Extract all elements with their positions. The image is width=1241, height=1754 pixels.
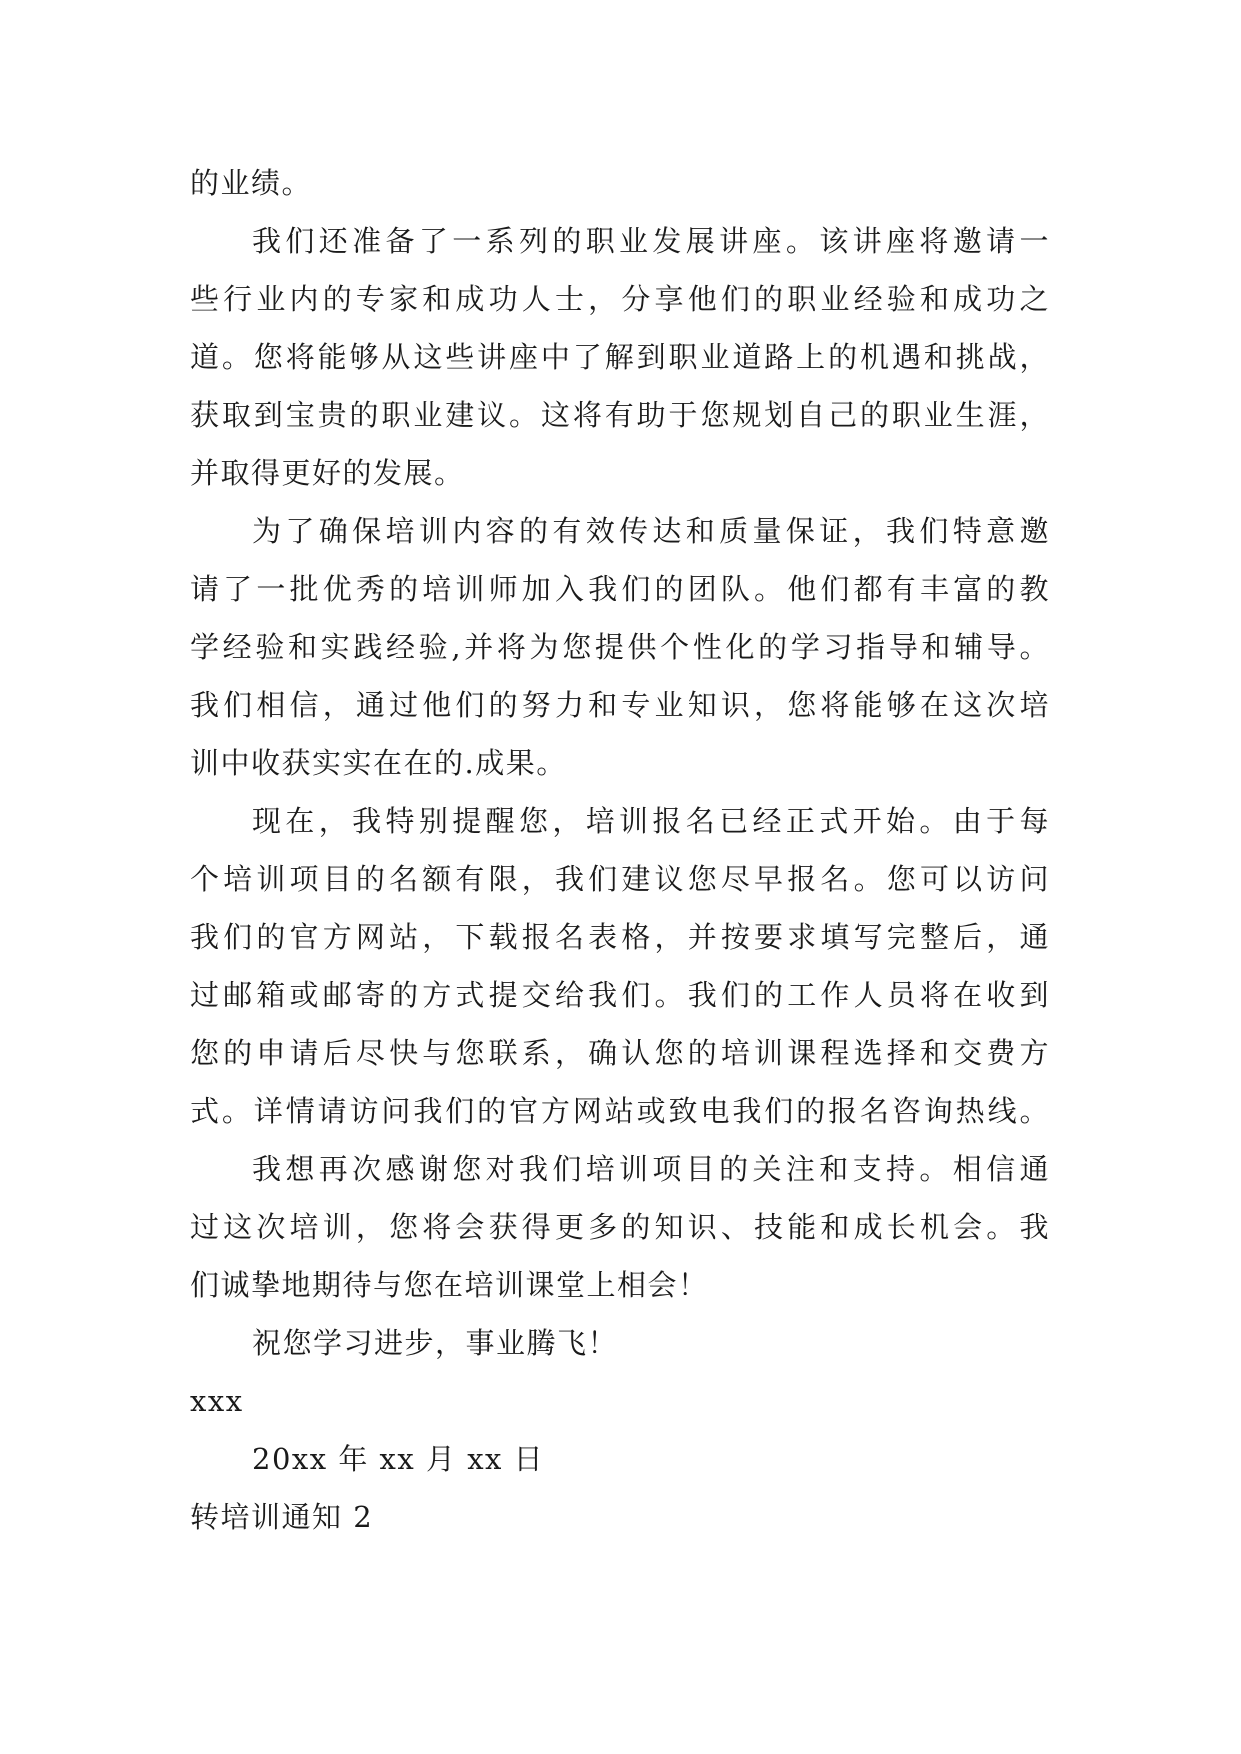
text-line: 们诚挚地期待与您在培训课堂上相会！ [190, 1268, 709, 1302]
text-line: 式。详情请访问我们的官方网站或致电我们的报名咨询热线。 [190, 1094, 1050, 1128]
text-line: 些行业内的专家和成功人士，分享他们的职业经验和成功之 [190, 282, 1050, 316]
text-line: 并取得更好的发展。 [190, 456, 465, 490]
text-line: 过这次培训，您将会获得更多的知识、技能和成长机会。我 [190, 1210, 1050, 1244]
text-line: 的业绩。 [190, 166, 313, 200]
text-line: 获取到宝贵的职业建议。这将有助于您规划自己的职业生涯， [190, 398, 1050, 432]
text-line: 我们还准备了一系列的职业发展讲座。该讲座将邀请一 [252, 224, 1050, 258]
text-line: 个培训项目的名额有限，我们建议您尽早报名。您可以访问 [190, 862, 1050, 896]
document-body [190, 154, 1050, 1546]
text-line: 请了一批优秀的培训师加入我们的团队。他们都有丰富的教 [190, 572, 1050, 606]
text-line: 为了确保培训内容的有效传达和质量保证，我们特意邀 [252, 514, 1050, 548]
text-line: 现在，我特别提醒您，培训报名已经正式开始。由于每 [252, 804, 1050, 838]
text-line: 我们相信，通过他们的努力和专业知识，您将能够在这次培 [190, 688, 1050, 722]
text-line: 学经验和实践经验,并将为您提供个性化的学习指导和辅导。 [190, 630, 1050, 664]
text-line: 过邮箱或邮寄的方式提交给我们。我们的工作人员将在收到 [190, 978, 1050, 1012]
text-line: 道。您将能够从这些讲座中了解到职业道路上的机遇和挑战， [190, 340, 1050, 374]
date-line: 20xx 年 xx 月 xx 日 [252, 1442, 545, 1476]
text-line: 训中收获实实在在的.成果。 [190, 746, 567, 780]
signature-line: xxx [190, 1384, 244, 1418]
closing-line: 祝您学习进步，事业腾飞！ [252, 1326, 619, 1360]
text-line: 我们的官方网站，下载报名表格，并按要求填写完整后，通 [190, 920, 1050, 954]
text-line: 您的申请后尽快与您联系，确认您的培训课程选择和交费方 [190, 1036, 1050, 1070]
text-line: 我想再次感谢您对我们培训项目的关注和支持。相信通 [252, 1152, 1050, 1186]
section-heading: 转培训通知 2 [190, 1500, 374, 1534]
